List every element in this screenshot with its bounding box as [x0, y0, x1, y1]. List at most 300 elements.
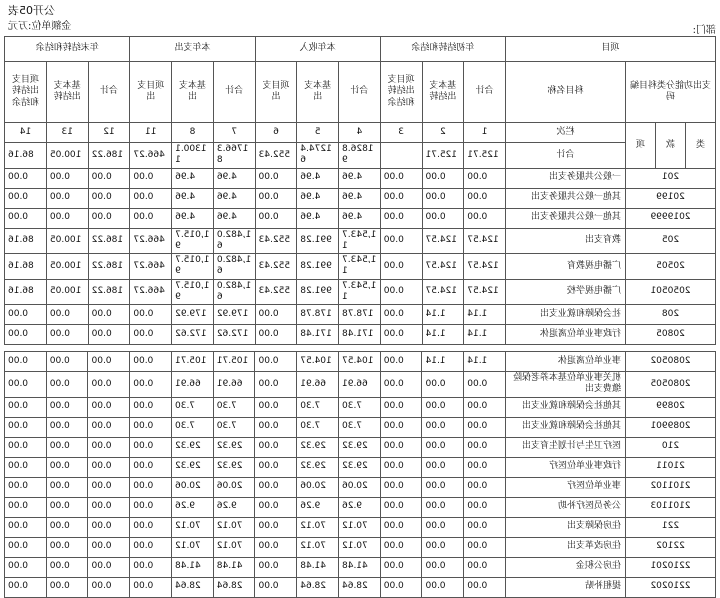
subject-name-cell: 行政事业单位离退休	[505, 325, 625, 345]
value-cell: 1.14	[464, 325, 506, 345]
value-cell: 0.00	[130, 557, 172, 577]
subject-code-cell: 2089901	[626, 417, 716, 437]
value-cell: 0.00	[46, 437, 88, 457]
value-cell: 28.64	[297, 577, 339, 597]
total-value-cell: 1274.46	[297, 143, 339, 169]
value-cell: 4.96	[172, 208, 214, 228]
column-number: 11	[130, 123, 172, 143]
department-label: 部门:	[692, 25, 716, 36]
value-cell: 0.00	[255, 417, 297, 437]
subject-code-cell: 2101103	[626, 497, 716, 517]
column-number: 14	[5, 123, 47, 143]
value-cell: 104.57	[339, 352, 381, 372]
value-cell: 0.00	[5, 168, 47, 188]
subject-code-cell: 20199	[626, 188, 716, 208]
value-cell: 0.00	[380, 168, 422, 188]
value-cell: 4.96	[172, 188, 214, 208]
value-cell: 7.30	[297, 397, 339, 417]
value-cell: 4.96	[339, 208, 381, 228]
table-row	[5, 279, 716, 305]
value-cell: 124.57	[422, 228, 464, 254]
value-cell: 0.00	[130, 437, 172, 457]
value-cell: 4.96	[213, 208, 255, 228]
value-cell: 29.32	[297, 437, 339, 457]
column-number-row	[5, 123, 716, 143]
value-cell: 70.12	[172, 517, 214, 537]
name-column-header: 科目名称	[505, 62, 625, 123]
value-cell: 0.00	[464, 397, 506, 417]
value-cell: 0.00	[88, 397, 130, 417]
subject-name-cell: 机关事业单位基本养老保险缴费支出	[506, 372, 626, 398]
table-row	[5, 352, 716, 372]
value-cell: 0.00	[46, 457, 88, 477]
subject-name-cell: 一般公共服务支出	[505, 168, 625, 188]
value-cell: 0.00	[130, 397, 172, 417]
subcol-7: 合计	[213, 62, 255, 123]
value-cell: 1.14	[422, 325, 464, 345]
value-cell: 0.00	[46, 577, 88, 597]
value-cell: 0.00	[46, 397, 88, 417]
value-cell: 0.00	[130, 577, 172, 597]
column-number: 7	[213, 123, 255, 143]
value-cell: 0.00	[255, 325, 297, 345]
value-cell: 0.00	[88, 557, 130, 577]
subject-code-cell: 20505	[626, 254, 716, 280]
value-cell: 0.00	[464, 557, 506, 577]
value-cell: 186.22	[88, 279, 130, 305]
value-cell: 552.43	[255, 279, 297, 305]
table-row	[5, 457, 716, 477]
header-group-row	[5, 37, 716, 62]
value-cell: 0.00	[380, 188, 422, 208]
value-cell: 100.05	[46, 228, 88, 254]
value-cell: 0.00	[464, 208, 506, 228]
value-cell: 0.00	[380, 477, 422, 497]
subcol-10: 合计	[88, 62, 130, 123]
value-cell: 0.00	[5, 417, 47, 437]
value-cell: 0.00	[46, 497, 88, 517]
value-cell: 0.00	[380, 457, 422, 477]
value-cell: 41.48	[339, 557, 381, 577]
value-cell: 0.00	[130, 477, 172, 497]
subject-code-cell: 2210202	[626, 577, 716, 597]
value-cell: 179.92	[213, 305, 255, 325]
value-cell: 0.00	[422, 517, 464, 537]
subject-name-cell: 其他一般公共服务支出	[505, 208, 625, 228]
value-cell: 124.57	[464, 254, 506, 280]
value-cell: 0.00	[88, 457, 130, 477]
value-cell: 0.00	[464, 417, 506, 437]
value-cell: 991.28	[297, 279, 339, 305]
table-row	[5, 577, 716, 597]
subject-code-cell: 221	[626, 517, 716, 537]
value-cell: 991.28	[297, 228, 339, 254]
value-cell: 1.14	[464, 352, 506, 372]
table-row	[5, 168, 716, 188]
value-cell: 105.71	[213, 352, 255, 372]
value-cell: 29.32	[339, 437, 381, 457]
value-cell: 0.00	[130, 417, 172, 437]
value-cell: 0.00	[46, 557, 88, 577]
table-row	[5, 537, 716, 557]
subject-name-cell: 行政事业单位医疗	[506, 457, 626, 477]
column-number: 2	[422, 123, 464, 143]
value-cell: 104.57	[297, 352, 339, 372]
subject-name-cell: 社会保障和就业支出	[505, 305, 625, 325]
value-cell: 0.00	[380, 254, 422, 280]
subject-code-cell: 2019999	[626, 208, 716, 228]
value-cell: 0.00	[380, 537, 422, 557]
value-cell: 29.32	[213, 457, 255, 477]
value-cell: 0.00	[130, 537, 172, 557]
value-cell: 20.06	[339, 477, 381, 497]
subject-name-cell: 事业单位离退休	[506, 352, 626, 372]
value-cell: 0.00	[88, 577, 130, 597]
table-row	[5, 188, 716, 208]
value-cell: 0.00	[380, 517, 422, 537]
total-value-cell: 100.05	[46, 143, 88, 169]
table-row	[5, 437, 716, 457]
value-cell: 0.00	[422, 417, 464, 437]
value-cell: 86.16	[5, 279, 47, 305]
value-cell: 0.00	[380, 208, 422, 228]
code-column-header: 支出功能分类科目编码	[626, 62, 716, 123]
budget-table-block-2	[4, 351, 716, 598]
value-cell: 1.14	[464, 305, 506, 325]
total-value-cell: 125.71	[464, 143, 506, 169]
value-cell: 4.96	[339, 168, 381, 188]
value-cell: 0.00	[5, 372, 47, 398]
value-cell: 9.26	[339, 497, 381, 517]
subject-code-cell: 2101102	[626, 477, 716, 497]
value-cell: 70.12	[172, 537, 214, 557]
value-cell: 552.43	[255, 228, 297, 254]
value-cell: 0.00	[255, 577, 297, 597]
value-cell: 0.00	[5, 188, 47, 208]
subcol-2: 基本支出结转	[422, 62, 464, 123]
subject-code-cell: 2080505	[626, 372, 716, 398]
table-row	[5, 397, 716, 417]
value-cell: 0.00	[464, 457, 506, 477]
value-cell: 0.00	[464, 188, 506, 208]
code-part-section: 款	[656, 123, 686, 169]
value-cell: 7.30	[172, 417, 214, 437]
value-cell: 0.00	[46, 477, 88, 497]
value-cell: 171.48	[297, 325, 339, 345]
value-cell: 66.91	[339, 372, 381, 398]
subject-name-cell: 广播电视学校	[505, 279, 625, 305]
value-cell: 466.27	[130, 254, 172, 280]
subcol-6: 项目支出	[255, 62, 297, 123]
group-begin-balance: 年初结转和结余	[380, 37, 505, 62]
total-value-cell: 552.43	[255, 143, 297, 169]
value-cell: 124.57	[422, 254, 464, 280]
value-cell: 0.00	[464, 517, 506, 537]
value-cell: 0.00	[380, 228, 422, 254]
table-row	[5, 557, 716, 577]
value-cell: 70.12	[297, 537, 339, 557]
value-cell: 0.00	[422, 437, 464, 457]
value-cell: 0.00	[5, 517, 47, 537]
value-cell: 0.00	[88, 168, 130, 188]
subject-code-cell: 205	[626, 228, 716, 254]
value-cell: 0.00	[5, 397, 47, 417]
value-cell: 66.91	[172, 372, 214, 398]
value-cell: 0.00	[5, 457, 47, 477]
group-year-income: 本年收入	[255, 37, 380, 62]
column-number: 12	[88, 123, 130, 143]
value-cell: 1,482.06	[213, 254, 255, 280]
table-row	[5, 417, 716, 437]
value-cell: 29.32	[213, 437, 255, 457]
table-topbar	[0, 0, 720, 36]
column-number: 5	[297, 123, 339, 143]
subject-code-cell: 22102	[626, 537, 716, 557]
subject-code-cell: 20805	[626, 325, 716, 345]
amount-unit-label: 金额单位:万元	[8, 21, 72, 32]
value-cell: 0.00	[464, 577, 506, 597]
value-cell: 0.00	[380, 305, 422, 325]
subject-code-cell: 208	[626, 305, 716, 325]
subject-code-cell: 2050501	[626, 279, 716, 305]
subcol-5: 基本支出	[297, 62, 339, 123]
value-cell: 0.00	[46, 352, 88, 372]
value-cell: 0.00	[130, 168, 172, 188]
value-cell: 66.91	[213, 372, 255, 398]
value-cell: 28.64	[339, 577, 381, 597]
value-cell: 29.32	[297, 457, 339, 477]
value-cell: 0.00	[88, 208, 130, 228]
value-cell: 1,543.71	[339, 279, 381, 305]
value-cell: 0.00	[46, 208, 88, 228]
table-row	[5, 372, 716, 398]
value-cell: 0.00	[5, 557, 47, 577]
value-cell: 0.00	[255, 437, 297, 457]
value-cell: 20.06	[297, 477, 339, 497]
value-cell: 0.00	[255, 557, 297, 577]
value-cell: 0.00	[130, 305, 172, 325]
value-cell: 0.00	[255, 537, 297, 557]
value-cell: 0.00	[5, 352, 47, 372]
value-cell: 0.00	[46, 517, 88, 537]
column-number: 4	[339, 123, 381, 143]
value-cell: 86.16	[5, 228, 47, 254]
value-cell: 124.57	[464, 228, 506, 254]
column-number: 8	[172, 123, 214, 143]
value-cell: 0.00	[255, 517, 297, 537]
subject-name-cell: 提租补贴	[506, 577, 626, 597]
value-cell: 186.22	[88, 254, 130, 280]
form-number: 公开05表	[8, 4, 55, 17]
value-cell: 0.00	[255, 208, 297, 228]
value-cell: 0.00	[422, 497, 464, 517]
subject-code-cell: 2080502	[626, 352, 716, 372]
value-cell: 0.00	[255, 188, 297, 208]
value-cell: 0.00	[5, 477, 47, 497]
value-cell: 466.27	[130, 228, 172, 254]
value-cell: 0.00	[380, 279, 422, 305]
value-cell: 28.64	[172, 577, 214, 597]
subject-name-cell: 住房公积金	[506, 557, 626, 577]
subject-name-cell: 住房改革支出	[506, 537, 626, 557]
value-cell: 1,543.71	[339, 254, 381, 280]
value-cell: 28.64	[213, 577, 255, 597]
value-cell: 0.00	[88, 517, 130, 537]
subject-name-cell: 事业单位医疗	[506, 477, 626, 497]
value-cell: 0.00	[130, 517, 172, 537]
value-cell: 0.00	[380, 372, 422, 398]
total-value-cell: 186.22	[88, 143, 130, 169]
value-cell: 0.00	[422, 372, 464, 398]
value-cell: 0.00	[88, 477, 130, 497]
value-cell: 4.96	[213, 168, 255, 188]
value-cell: 7.30	[172, 397, 214, 417]
value-cell: 9.26	[172, 497, 214, 517]
value-cell: 991.28	[297, 254, 339, 280]
subject-name-cell: 教育支出	[505, 228, 625, 254]
value-cell: 29.32	[172, 437, 214, 457]
value-cell: 0.00	[255, 397, 297, 417]
value-cell: 41.48	[297, 557, 339, 577]
subcol-4: 合计	[339, 62, 381, 123]
value-cell: 0.00	[255, 477, 297, 497]
budget-table-block-1	[4, 36, 716, 345]
total-value-cell: 125.71	[422, 143, 464, 169]
value-cell: 1.14	[422, 305, 464, 325]
value-cell: 0.00	[380, 352, 422, 372]
value-cell: 7.30	[339, 417, 381, 437]
value-cell: 1,015.79	[172, 228, 214, 254]
value-cell: 1,482.06	[213, 228, 255, 254]
value-cell: 0.00	[255, 497, 297, 517]
value-cell: 0.00	[422, 457, 464, 477]
table-row	[5, 305, 716, 325]
column-number: 13	[46, 123, 88, 143]
value-cell: 186.22	[88, 228, 130, 254]
value-cell: 0.00	[46, 188, 88, 208]
subject-name-cell: 住房保障支出	[506, 517, 626, 537]
subcol-9: 项目支出	[130, 62, 172, 123]
value-cell: 0.00	[130, 497, 172, 517]
value-cell: 0.00	[130, 325, 172, 345]
value-cell: 178.78	[297, 305, 339, 325]
value-cell: 0.00	[422, 537, 464, 557]
table-row	[5, 228, 716, 254]
value-cell: 0.00	[46, 372, 88, 398]
value-cell: 0.00	[464, 497, 506, 517]
value-cell: 20.06	[213, 477, 255, 497]
value-cell: 29.32	[172, 457, 214, 477]
value-cell: 20.06	[172, 477, 214, 497]
value-cell: 0.00	[380, 325, 422, 345]
value-cell: 0.00	[46, 325, 88, 345]
value-cell: 0.00	[422, 557, 464, 577]
value-cell: 70.12	[339, 517, 381, 537]
value-cell: 0.00	[46, 417, 88, 437]
subject-name-cell: 公务员医疗补助	[506, 497, 626, 517]
value-cell: 0.00	[130, 372, 172, 398]
value-cell: 7.30	[213, 397, 255, 417]
value-cell: 0.00	[46, 168, 88, 188]
subject-name-cell: 其他一般公共服务支出	[505, 188, 625, 208]
value-cell: 29.32	[339, 457, 381, 477]
column-number: 3	[380, 123, 422, 143]
subcol-11: 基本支出结转	[46, 62, 88, 123]
value-cell: 0.00	[422, 397, 464, 417]
value-cell: 0.00	[5, 497, 47, 517]
table-row	[5, 497, 716, 517]
subcol-8: 基本支出	[172, 62, 214, 123]
value-cell: 7.30	[339, 397, 381, 417]
lanci-label: 栏次	[505, 123, 625, 143]
value-cell: 70.12	[297, 517, 339, 537]
value-cell: 0.00	[88, 417, 130, 437]
value-cell: 9.26	[213, 497, 255, 517]
value-cell: 0.00	[130, 208, 172, 228]
value-cell: 0.00	[130, 188, 172, 208]
code-part-item: 项	[626, 123, 656, 169]
value-cell: 100.05	[46, 279, 88, 305]
table-row	[5, 325, 716, 345]
value-cell: 0.00	[380, 497, 422, 517]
value-cell: 0.00	[130, 352, 172, 372]
value-cell: 4.96	[297, 168, 339, 188]
value-cell: 124.57	[464, 279, 506, 305]
value-cell: 70.12	[339, 537, 381, 557]
table-row	[5, 477, 716, 497]
value-cell: 0.00	[464, 537, 506, 557]
value-cell: 0.00	[88, 372, 130, 398]
total-value-cell: 466.27	[130, 143, 172, 169]
value-cell: 41.48	[172, 557, 214, 577]
value-cell: 466.27	[130, 279, 172, 305]
subcol-3: 项目支出结转和结余	[380, 62, 422, 123]
group-end-balance: 年末结转和结余	[5, 37, 130, 62]
value-cell: 0.00	[46, 537, 88, 557]
table-row	[5, 208, 716, 228]
subject-name-cell: 广播电视教育	[505, 254, 625, 280]
value-cell: 0.00	[380, 577, 422, 597]
subject-name-cell: 其他社会保障和就业支出	[506, 417, 626, 437]
value-cell: 100.05	[46, 254, 88, 280]
value-cell: 552.43	[255, 254, 297, 280]
value-cell: 9.26	[297, 497, 339, 517]
value-cell: 178.78	[339, 305, 381, 325]
value-cell: 0.00	[255, 457, 297, 477]
value-cell: 0.00	[5, 208, 47, 228]
subject-code-cell: 20899	[626, 397, 716, 417]
value-cell: 0.00	[422, 577, 464, 597]
subject-code-cell: 2210201	[626, 557, 716, 577]
value-cell: 0.00	[422, 188, 464, 208]
group-year-expense: 本年支出	[130, 37, 255, 62]
value-cell: 0.00	[88, 325, 130, 345]
value-cell: 0.00	[88, 352, 130, 372]
value-cell: 7.30	[297, 417, 339, 437]
value-cell: 0.00	[5, 305, 47, 325]
value-cell: 0.00	[88, 537, 130, 557]
value-cell: 0.00	[46, 305, 88, 325]
value-cell: 0.00	[88, 188, 130, 208]
value-cell: 0.00	[255, 305, 297, 325]
value-cell: 1.14	[422, 352, 464, 372]
value-cell: 172.62	[172, 325, 214, 345]
value-cell: 0.00	[255, 372, 297, 398]
total-value-cell: 1300.11	[172, 143, 214, 169]
total-value-cell: 86.16	[5, 143, 47, 169]
value-cell: 86.16	[5, 254, 47, 280]
total-label: 合计	[505, 143, 625, 169]
